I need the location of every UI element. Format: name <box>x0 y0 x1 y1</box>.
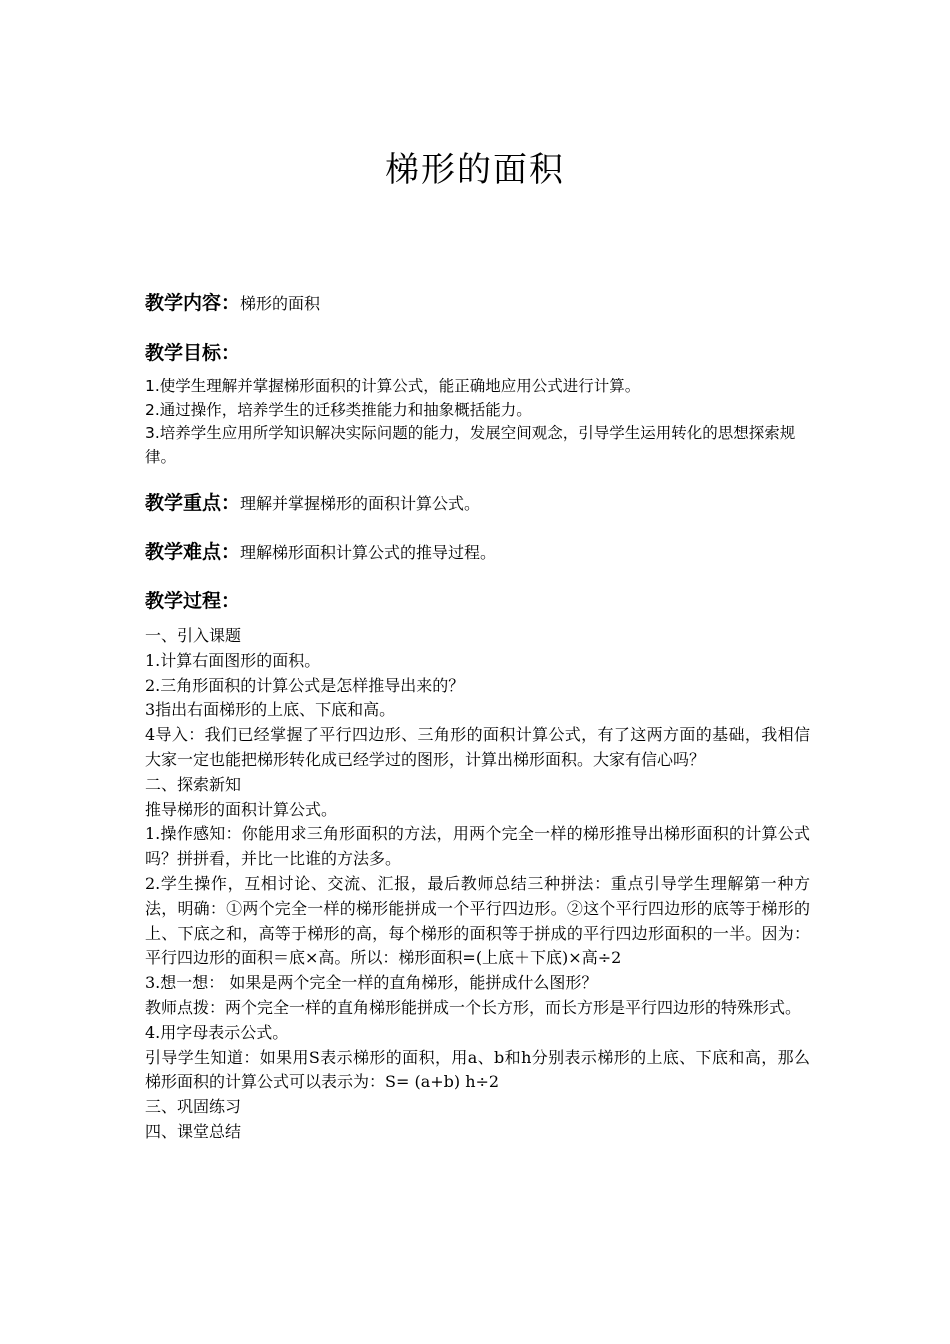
objective-item: 1.使学生理解并掌握梯形面积的计算公式，能正确地应用公式进行计算。 <box>145 377 641 395</box>
process-line: 4导入：我们已经掌握了平行四边形、三角形的面积计算公式，有了这两方面的基础，我相信大家一定也能把梯形转化成已经学过的图形，计算出梯形面积。大家有信心吗？ <box>145 725 810 769</box>
process-line: 二、探索新知 <box>145 774 242 794</box>
teaching-content-label: 教学内容： <box>145 292 241 314</box>
teaching-objectives-label: 教学目标： <box>145 342 241 364</box>
teaching-objectives-list <box>145 375 810 469</box>
process-line: 4.用字母表示公式。 <box>145 1022 289 1042</box>
process-line: 2.三角形面积的计算公式是怎样推导出来的？ <box>145 675 465 695</box>
objective-item: 3.培养学生应用所学知识解决实际问题的能力，发展空间观念，引导学生运用转化的思想探索规律。 <box>145 424 796 466</box>
difficulty-section <box>145 537 496 564</box>
key-point-value: 理解并掌握梯形的面积计算公式。 <box>240 494 481 513</box>
process-line: 教师点拨：两个完全一样的直角梯形能拼成一个长方形，而长方形是平行四边形的特殊形式。 <box>145 997 802 1017</box>
difficulty-value: 理解梯形面积计算公式的推导过程。 <box>240 543 497 562</box>
process-line: 3指出右面梯形的上底、下底和高。 <box>145 700 396 720</box>
process-line: 1.计算右面图形的面积。 <box>145 650 321 670</box>
process-line: 1.操作感知：你能用求三角形面积的方法，用两个完全一样的梯形推导出梯形面积的计算公式吗？拼拼看，并比一比谁的方法多。 <box>145 824 810 869</box>
document-title: 梯形的面积 <box>385 150 565 190</box>
process-line: 推导梯形的面积计算公式。 <box>145 799 338 819</box>
process-line: 2.学生操作，互相讨论、交流、汇报，最后教师总结三种拼法：重点引导学生理解第一种方法，明确：①两个完全一样的梯形能拼成一个平行四边形。②这个平行四边形的底等于梯形的上、下底之和，高等于梯形的高，每个梯形的面积等于拼成的平行四边形面积的一半。因为：平行四边形的面积＝底×高。所以：梯形面积=(上底＋下底)×高÷2 <box>145 873 810 968</box>
teaching-content-value: 梯形的面积 <box>240 294 321 313</box>
key-point-section <box>145 488 480 515</box>
teaching-content-section <box>145 288 320 315</box>
process-line: 三、巩固练习 <box>145 1097 242 1117</box>
difficulty-label: 教学难点： <box>145 541 241 563</box>
process-line: 3.想一想： 如果是两个完全一样的直角梯形，能拼成什么图形？ <box>145 973 598 993</box>
process-line: 四、课堂总结 <box>145 1121 242 1141</box>
key-point-label: 教学重点： <box>145 492 241 514</box>
teaching-process-label: 教学过程： <box>145 590 241 612</box>
objective-item: 2.通过操作，培养学生的迁移类推能力和抽象概括能力。 <box>145 400 532 419</box>
process-line: 一、引入课题 <box>145 626 242 645</box>
process-line: 引导学生知道：如果用S表示梯形的面积，用a、b和h分别表示梯形的上底、下底和高，那么梯形面积的计算公式可以表示为：S= (a+b) h÷2 <box>145 1047 810 1092</box>
teaching-process-body <box>145 624 810 1145</box>
